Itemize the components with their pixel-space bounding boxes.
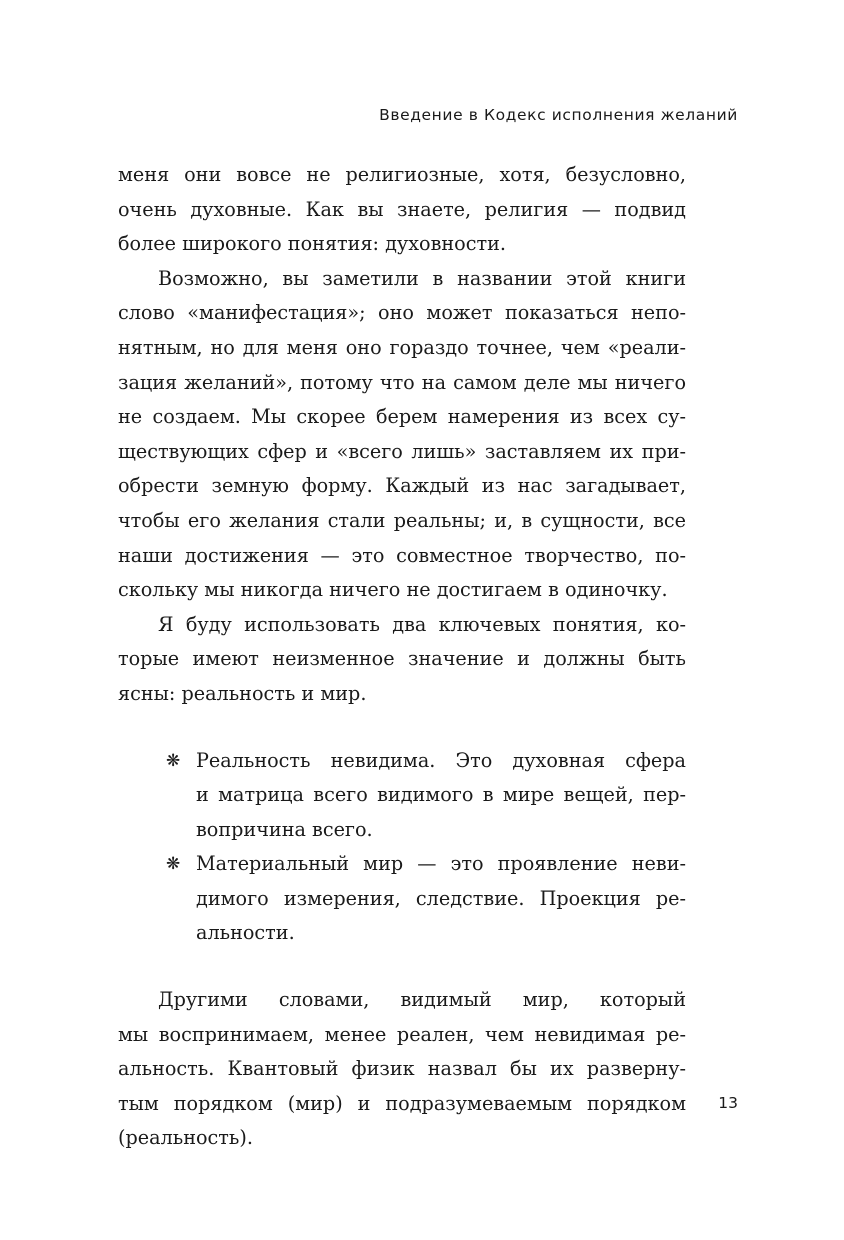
running-head: Введение в Кодекс исполнения желаний <box>379 106 738 124</box>
text-line: скольку мы никогда ничего не достигаем в одиночку. <box>118 578 668 602</box>
paragraph-1 <box>118 158 686 262</box>
text-line: ществующих сфер и «всего лишь» заставляем их при- <box>118 439 686 463</box>
text-line: димого измерения, следствие. Проекция ре- <box>196 886 686 910</box>
asterism-bullet-icon: ❋ <box>166 854 181 875</box>
text-line: более широкого понятия: духовности. <box>118 232 506 256</box>
text-line: обрести земную форму. Каждый из нас загадывает, <box>118 474 686 498</box>
text-line: альность. Квантовый физик назвал бы их разверну- <box>118 1057 686 1081</box>
text-line: чтобы его желания стали реальны; и, в сущности, все <box>118 508 686 532</box>
definition-list <box>166 744 686 952</box>
text-line: зация желаний», потому что на самом деле мы ничего <box>118 370 686 394</box>
list-item <box>166 744 686 848</box>
text-line: Я буду использовать два ключевых понятия, ко- <box>158 612 686 636</box>
asterism-bullet-icon: ❋ <box>166 750 181 771</box>
text-line: слово «манифестация»; оно может показаться непо- <box>118 301 686 325</box>
text-line: Материальный мир — это проявление неви- <box>196 852 686 876</box>
text-line: Возможно, вы заметили в названии этой книги <box>158 266 686 290</box>
list-item <box>166 847 686 951</box>
text-line: (реальность). <box>118 1126 253 1150</box>
paragraph-2 <box>118 262 686 608</box>
text-line: наши достижения — это совместное творчество, по- <box>118 543 686 567</box>
text-line: торые имеют неизменное значение и должны быть <box>118 647 686 671</box>
text-line: ясны: реальность и мир. <box>118 681 367 705</box>
text-line: мы воспринимаем, менее реален, чем невидимая ре- <box>118 1022 686 1046</box>
spacer <box>118 951 686 983</box>
paragraph-4 <box>118 983 686 1156</box>
text-line: Другими словами, видимый мир, который <box>158 988 686 1012</box>
text-line: и матрица всего видимого в мире вещей, пер- <box>196 783 686 807</box>
text-line: альности. <box>196 921 295 945</box>
spacer <box>118 712 686 744</box>
text-line: тым порядком (мир) и подразумеваемым порядком <box>118 1091 686 1115</box>
text-line: нятным, но для меня оно гораздо точнее, чем «реали- <box>118 335 686 359</box>
page-number: 13 <box>718 1094 738 1112</box>
text-line: вопричина всего. <box>196 817 373 841</box>
paragraph-3 <box>118 608 686 712</box>
text-line: меня они вовсе не религиозные, хотя, безусловно, <box>118 163 686 186</box>
text-line: Реальность невидима. Это духовная сфера <box>196 748 686 772</box>
text-line: не создаем. Мы скорее берем намерения из всех су- <box>118 405 686 429</box>
page-body <box>118 158 686 1156</box>
text-line: очень духовные. Как вы знаете, религия — подвид <box>118 197 686 221</box>
